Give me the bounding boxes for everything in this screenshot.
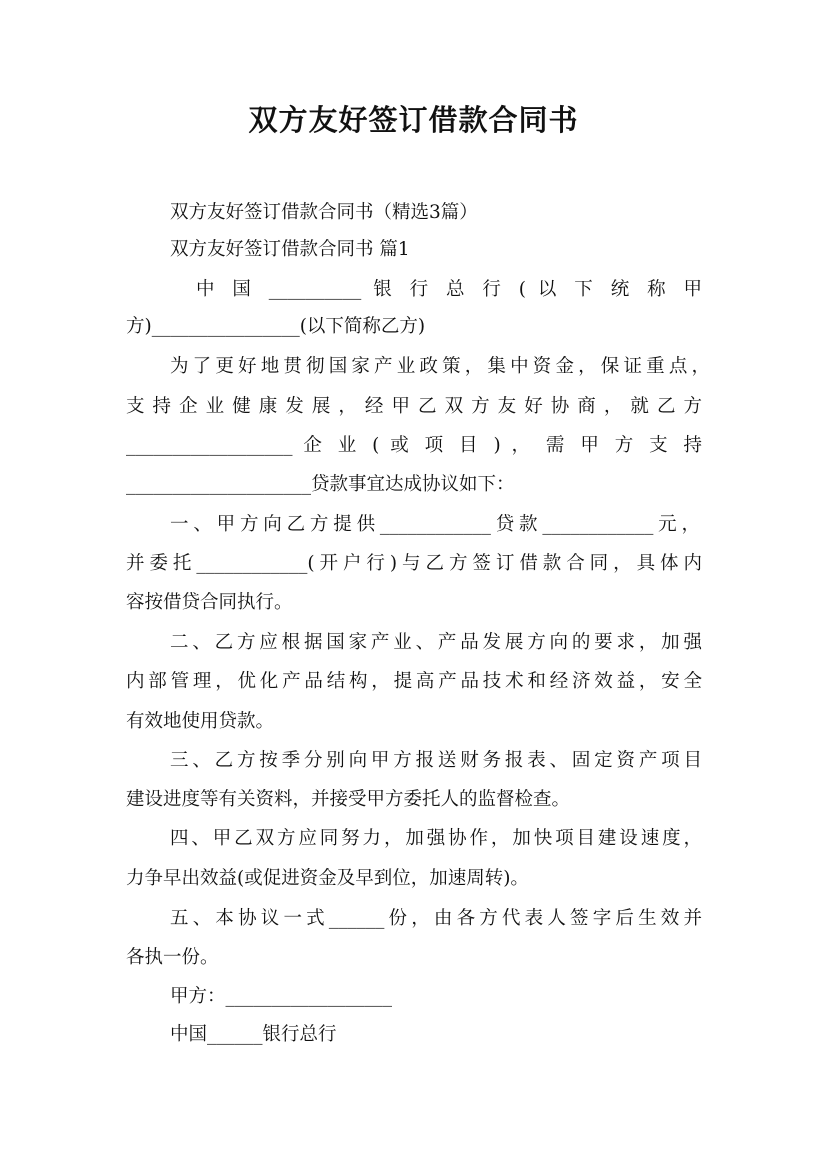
paragraph-line: ____________________贷款事宜达成协议如下： bbox=[126, 474, 515, 495]
clause-four-line: 四、甲乙双方应同努力，加强协作，加快项目建设速度， bbox=[170, 828, 702, 849]
clause-two-line: 内部管理，优化产品结构，提高产品技术和经济效益，安全 bbox=[126, 671, 702, 692]
subtitle-collection: 双方友好签订借款合同书（精选3篇） bbox=[170, 202, 478, 223]
clause-five-line: 五、本协议一式______份，由各方代表人签字后生效并 bbox=[170, 908, 702, 929]
clause-three-line: 三、乙方按季分别向甲方报送财务报表、固定资产项目 bbox=[170, 750, 702, 771]
party-a-bank-line: 中国______银行总行 bbox=[170, 1024, 337, 1045]
paragraph-line: 方)________________(以下简称乙方) bbox=[126, 316, 426, 337]
paragraph-line: __________________ 企 业 ( 或 项 目 ) ， 需 甲 方 支 持 bbox=[126, 435, 702, 456]
paragraph-line: 中 国 __________ 银 行 总 行 ( 以 下 统 称 甲 bbox=[196, 279, 702, 300]
clause-four-line: 力争早出效益(或促进资金及早到位，加速周转)。 bbox=[126, 868, 529, 889]
document-title: 双方友好签订借款合同书 bbox=[248, 103, 579, 137]
clause-one-line: 一、甲方向乙方提供____________贷款____________元， bbox=[170, 514, 700, 535]
clause-three-line: 建设进度等有关资料，并接受甲方委托人的监督检查。 bbox=[126, 789, 571, 810]
paragraph-line: 支持企业健康发展，经甲乙双方友好协商，就乙方 bbox=[126, 396, 702, 417]
paragraph-line: 为了更好地贯彻国家产业政策，集中资金，保证重点， bbox=[170, 356, 710, 377]
clause-two-line: 有效地使用贷款。 bbox=[126, 711, 275, 732]
party-a-signature-line: 甲方：__________________ bbox=[170, 986, 393, 1007]
subtitle-part-one: 双方友好签订借款合同书 篇1 bbox=[170, 239, 410, 260]
clause-one-line: 并委托____________(开户行)与乙方签订借款合同，具体内 bbox=[126, 553, 702, 574]
clause-five-line: 各执一份。 bbox=[126, 947, 219, 968]
clause-two-line: 二、乙方应根据国家产业、产品发展方向的要求，加强 bbox=[170, 632, 702, 653]
clause-one-line: 容按借贷合同执行。 bbox=[126, 592, 293, 613]
